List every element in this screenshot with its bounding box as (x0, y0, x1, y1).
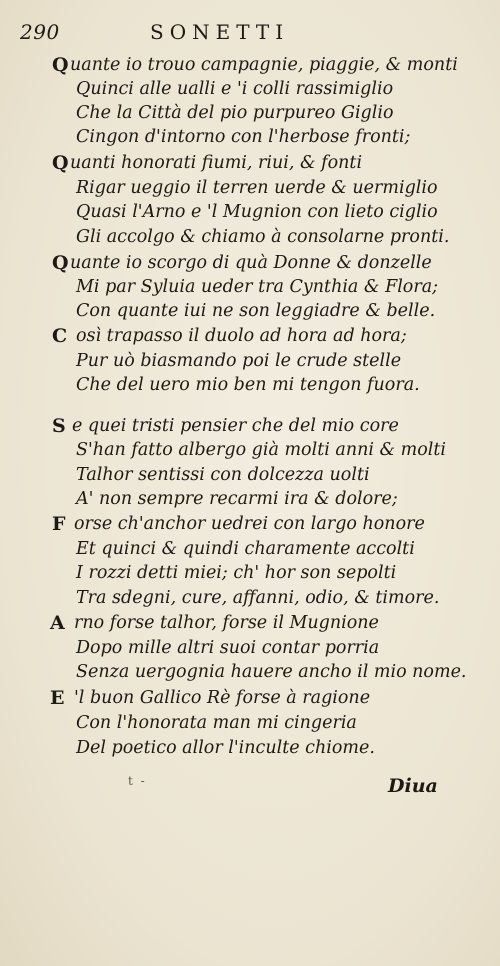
stanza-initial: Q (52, 152, 69, 174)
verse-line: Che del uero mio ben mi tengon fuora. (76, 375, 420, 395)
page-header (0, 20, 500, 48)
verse-line: Dopo mille altri suoi contar porria (76, 638, 380, 658)
verse-line: e quei tristi pensier che del mio core (72, 416, 399, 436)
stanza-initial: Q (52, 252, 69, 274)
verse-line: Con l'honorata man mi cingeria (76, 713, 357, 733)
verse-line: Pur uò biasmando poi le crude stelle (76, 351, 402, 371)
stanza-initial: C (52, 325, 68, 347)
verse-line: Che la Città del pio purpureo Giglio (76, 103, 394, 123)
stanza-initial: A (50, 612, 65, 634)
running-head: SONETTI (150, 20, 290, 44)
verse-line: I rozzi detti miei; ch' hor son sepolti (76, 563, 397, 583)
stanza-initial: Q (52, 54, 69, 76)
verse-line: Gli accolgo & chiamo à consolarne pronti. (76, 227, 450, 247)
verse-line: Talhor sentissi con dolcezza uolti (76, 465, 370, 485)
verse-line: rno forse talhor, forse il Mugnione (74, 613, 379, 633)
verse-line: Senza uergognia hauere ancho il mio nome. (76, 662, 467, 682)
verse-line: 'l buon Gallico Rè forse à ragione (74, 688, 371, 708)
page-number: 290 (20, 20, 60, 44)
verse-line: Quinci alle ualli e 'i colli rassimiglio (76, 79, 394, 99)
verse-line: Tra sdegni, cure, affanni, odio, & timore. (76, 588, 440, 608)
verse-line: Et quinci & quindi charamente accolti (76, 539, 415, 559)
verse-line: Del poetico allor l'inculte chiome. (76, 738, 375, 758)
verse-line: orse ch'anchor uedrei con largo honore (74, 514, 425, 534)
signature-mark: t - (128, 774, 147, 788)
verse-line: Con quante iui ne son leggiadre & belle. (76, 301, 436, 321)
verse-line: Cingon d'intorno con l'herbose fronti; (76, 127, 411, 147)
verse-line: A' non sempre recarmi ira & dolore; (76, 489, 398, 509)
verse-line: uante io trouo campagnie, piaggie, & monti (70, 55, 458, 75)
verse-line: uante io scorgo di quà Donne & donzelle (70, 253, 432, 273)
catchword: Diua (388, 775, 438, 797)
stanza-initial: E (50, 687, 65, 709)
stanza-initial: F (52, 513, 66, 535)
verse-line: Mi par Syluia ueder tra Cynthia & Flora; (76, 277, 439, 297)
verse-line: osì trapasso il duolo ad hora ad hora; (76, 326, 407, 346)
verse-line: S'han fatto albergo già molti anni & molti (76, 440, 447, 460)
verse-line: uanti honorati fiumi, riui, & fonti (70, 153, 363, 173)
verse-line: Quasi l'Arno e 'l Mugnion con lieto ciglio (76, 202, 438, 222)
stanza-initial: S (52, 415, 66, 437)
verse-line: Rigar ueggio il terren uerde & uermiglio (76, 178, 438, 198)
